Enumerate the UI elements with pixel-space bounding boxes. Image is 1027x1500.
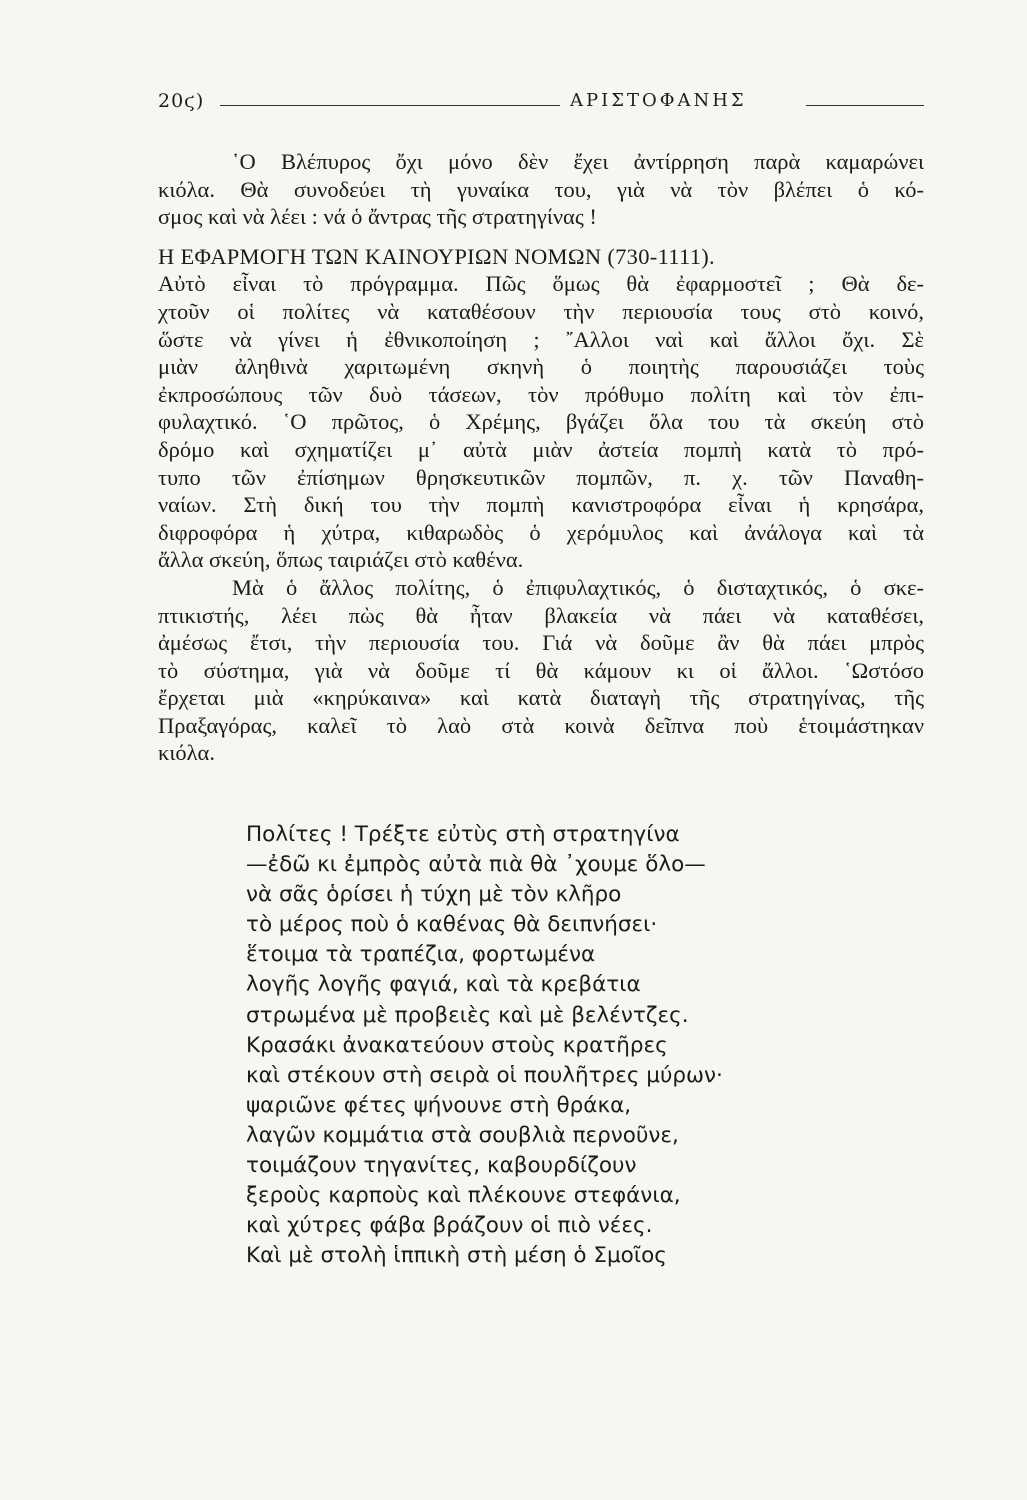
verse-line: Πολίτες ! Τρέξτε εὐτὺς στὴ στρατηγίνα — [246, 822, 680, 847]
intro-paragraph — [158, 148, 924, 231]
verse-line: Καὶ μὲ στολὴ ἱππικὴ στὴ μέση ὁ Σμοῖος — [246, 1243, 667, 1269]
verse-line: ξεροὺς καρποὺς καὶ πλέκουνε στεφάνια, — [246, 1183, 681, 1209]
text-line: κιόλα. — [158, 740, 215, 766]
verse-line: καὶ χύτρες φάβα βράζουν οἱ πιὸ νέες. — [246, 1213, 653, 1239]
verse-line: τὸ μέρος ποὺ ὁ καθένας θὰ δειπνήσει· — [246, 912, 658, 938]
text-line: χτοῦν οἱ πολίτες νὰ καταθέσουν τὴν περιουσία τους στὸ κοινό, — [158, 298, 924, 324]
verse-line: λογῆς λογῆς φαγιά, καὶ τὰ κρεβάτια — [246, 972, 641, 998]
paragraph-one — [158, 270, 924, 574]
verse-line: νὰ σᾶς ὁρίσει ἡ τύχη μὲ τὸν κλῆρο — [246, 882, 622, 908]
verse-line: λαγῶν κομμάτια στὰ σουβλιὰ περνοῦνε, — [246, 1122, 679, 1148]
text-line: πτικιστής, λέει πὼς θὰ ἦταν βλακεία νὰ πάει νὰ καταθέσει, — [158, 602, 924, 628]
verse-line: ἕτοιμα τὰ τραπέζια, φορτωμένα — [246, 942, 596, 968]
text-line: τυπο τῶν ἐπίσημων θρησκευτικῶν πομπῶν, π. χ. τῶν Παναθη- — [158, 464, 924, 490]
header-rule-right — [806, 105, 924, 106]
verse-line: τοιμάζουν τηγανίτες, καβουρδίζουν — [246, 1153, 637, 1179]
text-line: Μὰ ὁ ἄλλος πολίτης, ὁ ἐπιφυλαχτικός, ὁ δισταχτικός, ὁ σκε- — [232, 574, 924, 600]
page-number: 20ϛ) — [158, 90, 205, 112]
prose-body — [158, 148, 924, 767]
running-title: ΑΡΙΣΤΟΦΑΝΗΣ — [570, 90, 747, 111]
text-line: ναίων. Στὴ δική του τὴν πομπὴ κανιστροφόρα εἶναι ἡ κρησάρα, — [158, 492, 924, 518]
running-header — [158, 88, 924, 118]
text-line: δρόμο καὶ σχηματίζει μ᾽ αὐτὰ μιὰν ἀστεία πομπὴ κατὰ τὸ πρό- — [158, 436, 924, 462]
text-line: ἀμέσως ἔτσι, τὴν περιουσία του. Γιά νὰ δοῦμε ἂν θὰ πάει μπρὸς — [158, 630, 924, 656]
verse-line: Κρασάκι ἀνακατεύουν στοὺς κρατῆρες — [246, 1032, 668, 1058]
text-line: ἄλλα σκεύη, ὅπως ταιριάζει στὸ καθένα. — [158, 547, 524, 573]
header-rule-left — [220, 105, 560, 106]
verse-line: στρωμένα μὲ προβειὲς καὶ μὲ βελέντζες. — [246, 1002, 689, 1028]
text-line: σμος καὶ νὰ λέει : νά ὁ ἄντρας τῆς στρατηγίνας ! — [158, 204, 597, 230]
text-line: ὥστε νὰ γίνει ἡ ἐθνικοποίηση ; ῎Αλλοι ναὶ καὶ ἄλλοι ὄχι. Σὲ — [158, 326, 924, 352]
text-line: Πραξαγόρας, καλεῖ τὸ λαὸ στὰ κοινὰ δεῖπνα ποὺ ἑτοιμάστηκαν — [158, 712, 924, 738]
text-line: ἐκπροσώπους τῶν δυὸ τάσεων, τὸν πρόθυμο πολίτη καὶ τὸν ἐπι- — [158, 381, 924, 407]
text-line: Αὐτὸ εἶναι τὸ πρόγραμμα. Πῶς ὅμως θὰ ἐφαρμοστεῖ ; Θὰ δε- — [158, 271, 924, 297]
paragraph-two — [158, 574, 924, 767]
verse-line: —ἐδῶ κι ἐμπρὸς αὐτὰ πιὰ θὰ ᾽χουμε ὅλο— — [246, 852, 706, 878]
verse-excerpt — [246, 820, 866, 1271]
verse-line: καὶ στέκουν στὴ σειρὰ οἱ πουλῆτρες μύρων· — [246, 1062, 723, 1088]
text-line: κιόλα. Θὰ συνοδεύει τὴ γυναίκα του, γιὰ νὰ τὸν βλέπει ὁ κό- — [158, 176, 924, 202]
verse-line: ψαριῶνε φέτες ψήνουνε στὴ θράκα, — [246, 1092, 632, 1118]
text-line: διφροφόρα ἡ χύτρα, κιθαρωδὸς ὁ χερόμυλος καὶ ἀνάλογα καὶ τὰ — [158, 519, 924, 545]
text-line: φυλαχτικό. ῾Ο πρῶτος, ὁ Χρέμης, βγάζει ὅλα του τὰ σκεύη στὸ — [158, 409, 924, 435]
text-line: ἔρχεται μιὰ «κηρύκαινα» καὶ κατὰ διαταγὴ τῆς στρατηγίνας, τῆς — [158, 685, 924, 711]
text-line: μιὰν ἀληθινὰ χαριτωμένη σκηνὴ ὁ ποιητὴς παρουσιάζει τοὺς — [158, 354, 924, 380]
text-line: τὸ σύστημα, γιὰ νὰ δοῦμε τί θὰ κάμουν κι οἱ ἄλλοι. ῾Ωστόσο — [158, 657, 924, 683]
text-line: ῾Ο Βλέπυρος ὄχι μόνο δὲν ἔχει ἀντίρρηση παρὰ καμαρώνει — [232, 149, 924, 174]
section-heading: Η ΕΦΑΡΜΟΓΗ ΤΩΝ ΚΑΙΝΟΥΡΙΩΝ ΝΟΜΩΝ (730-1111). — [158, 243, 715, 269]
